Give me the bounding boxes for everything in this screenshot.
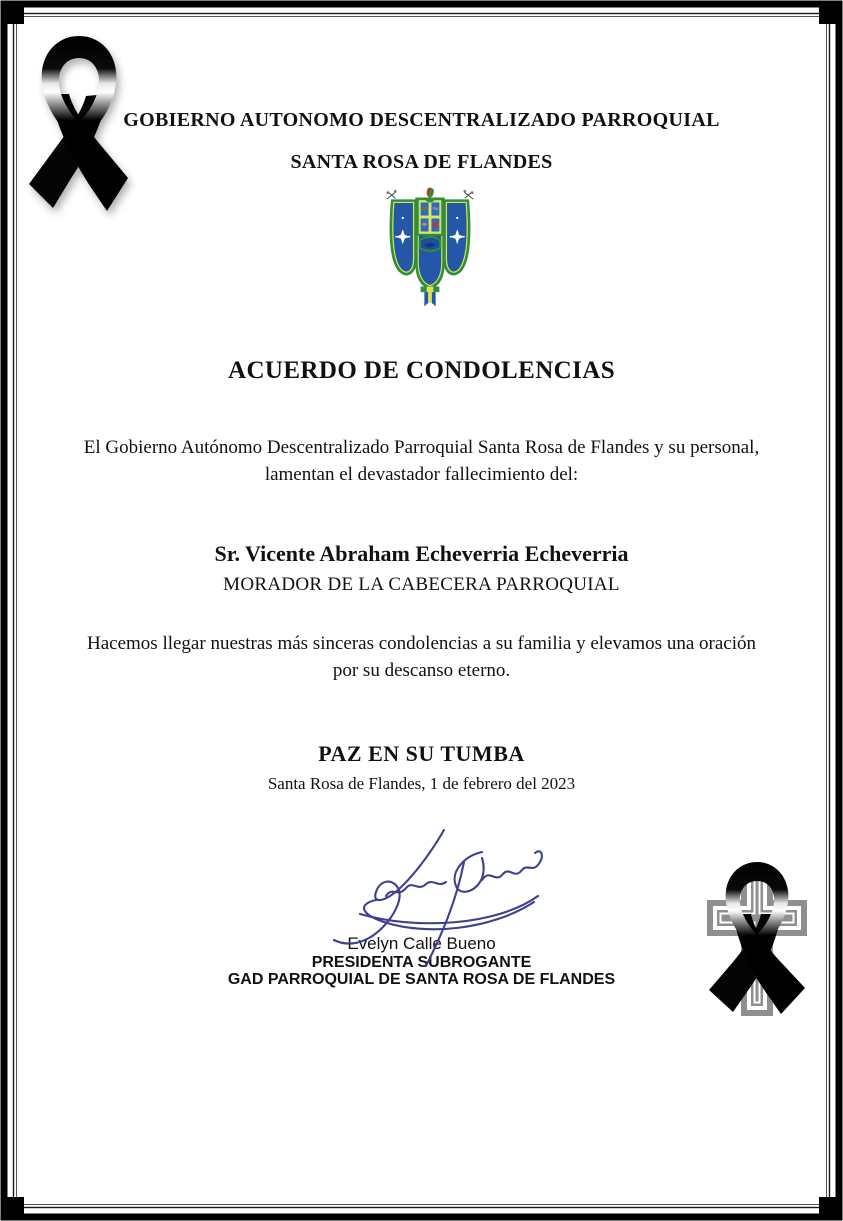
paragraph-condolence: Hacemos llegar nuestras más sinceras condolencias a su familia y elevamos una oración por su descanso eterno. [87,633,756,681]
signatory-name: Evelyn Calle Bueno [347,934,496,953]
cross-with-mourning-ribbon-icon [699,860,815,1028]
header-line1: GOBIERNO AUTONOMO DESCENTRALIZADO PARROQUIAL [123,109,720,131]
document-title: ACUERDO DE CONDOLENCIAS [227,357,616,384]
paragraph-intro: El Gobierno Autónomo Descentralizado Parroquial Santa Rosa de Flandes y su personal, lamentan el devastador fallecimiento del: [83,437,760,485]
header-line2: SANTA ROSA DE FLANDES [290,151,553,173]
signatory-organization: GAD PARROQUIAL DE SANTA ROSA DE FLANDES [227,971,616,988]
deceased-name: Sr. Vicente Abraham Echeverria Echeverria [214,541,629,566]
handwritten-signature [286,818,586,968]
parish-coat-of-arms [380,186,480,310]
farewell-line: PAZ EN SU TUMBA [318,741,525,766]
date-line: Santa Rosa de Flandes, 1 de febrero del 2023 [267,774,576,793]
deceased-role: MORADOR DE LA CABECERA PARROQUIAL [223,574,620,595]
signatory-title: PRESIDENTA SUBROGANTE [311,954,532,971]
